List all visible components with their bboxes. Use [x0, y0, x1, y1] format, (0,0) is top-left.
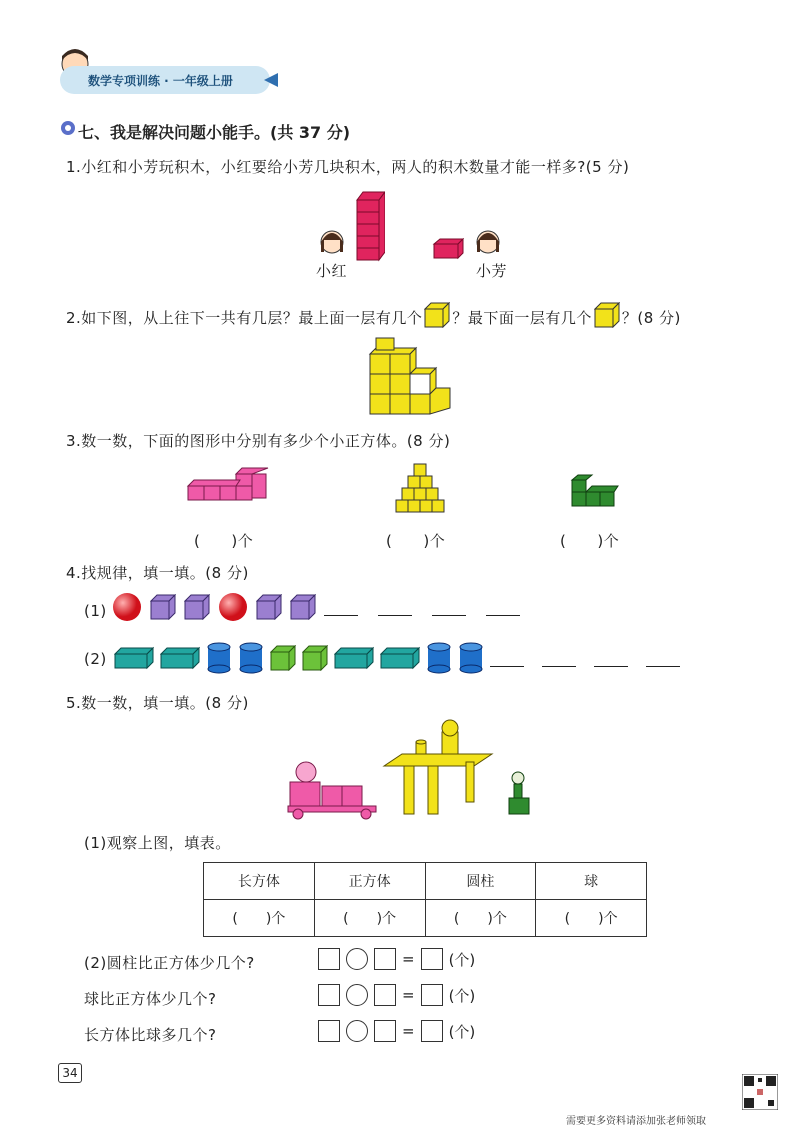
- purple-cube-icon: [150, 594, 176, 620]
- girl-xiaofang-icon: [474, 228, 502, 262]
- equation-row-1: [318, 948, 475, 970]
- green-cube-icon: [270, 645, 296, 671]
- blue-cylinder-icon: [426, 642, 452, 674]
- table-answer-ball[interactable]: ( )个: [536, 900, 647, 937]
- equation-row-2: [318, 984, 475, 1006]
- purple-cube-icon: [184, 594, 210, 620]
- blue-cylinder-icon: [206, 642, 232, 674]
- answer-blank[interactable]: [432, 599, 466, 616]
- table-header-ball: 球: [536, 863, 647, 900]
- green-cylinder-ball-figure: [506, 770, 532, 820]
- question-5-sub1: (1)观察上图，填表。: [84, 834, 231, 852]
- label-xiaofang: 小芳: [476, 262, 508, 280]
- operator-circle[interactable]: [346, 984, 368, 1006]
- blue-cylinder-icon: [238, 642, 264, 674]
- equals-sign: =: [402, 986, 415, 1004]
- green-cube-icon: [302, 645, 328, 671]
- question-5-sub2-q1: (2)圆柱比正方体少几个?: [84, 954, 255, 972]
- purple-cube-icon: [290, 594, 316, 620]
- teal-cuboid-icon: [334, 646, 374, 670]
- table-answer-cuboid[interactable]: ( )个: [204, 900, 315, 937]
- answer-count-3: ( )个: [560, 532, 620, 550]
- table-answer-cylinder[interactable]: ( )个: [425, 900, 536, 937]
- question-1-text: 1.小红和小芳玩积木，小红要给小芳几块积木，两人的积木数量才能一样多?(5 分): [66, 158, 630, 176]
- unit-label: (个): [448, 986, 476, 1005]
- answer-blank[interactable]: [378, 599, 412, 616]
- equation-box[interactable]: [374, 948, 396, 970]
- equation-row-3: [318, 1020, 475, 1042]
- table-header-cube: 正方体: [314, 863, 425, 900]
- green-cube-shape: [570, 474, 622, 514]
- pattern-row-2: [114, 642, 692, 674]
- pink-cube-shape: [186, 466, 270, 510]
- blue-cylinder-icon: [458, 642, 484, 674]
- yellow-table-figure: [382, 718, 494, 822]
- yellow-cube-icon: [594, 302, 620, 332]
- purple-cube-icon: [256, 594, 282, 620]
- question-5-text: 5.数一数，填一填。(8 分): [66, 694, 249, 712]
- header-title: 数学专项训练 · 一年级上册: [88, 74, 233, 88]
- red-single-block: [432, 238, 464, 264]
- question-5-sub2-q2: 球比正方体少几个?: [84, 990, 217, 1008]
- equals-sign: =: [402, 1022, 415, 1040]
- question-2-part-c: ？(8 分): [621, 308, 681, 327]
- table-header-cuboid: 长方体: [204, 863, 315, 900]
- answer-count-1: ( )个: [194, 532, 254, 550]
- answer-blank[interactable]: [486, 599, 520, 616]
- answer-blank[interactable]: [594, 650, 628, 667]
- yellow-cube-icon: [424, 302, 450, 332]
- section-title: 七、我是解决问题小能手。(共 37 分): [78, 123, 351, 142]
- unit-label: (个): [448, 1022, 476, 1041]
- answer-blank[interactable]: [542, 650, 576, 667]
- yellow-cube-staircase: [368, 336, 452, 422]
- red-ball-icon: [112, 592, 142, 622]
- result-box[interactable]: [421, 984, 443, 1006]
- answer-blank[interactable]: [646, 650, 680, 667]
- page-number: 34: [58, 1063, 82, 1083]
- answer-count-2: ( )个: [386, 532, 446, 550]
- table-answer-cube[interactable]: ( )个: [314, 900, 425, 937]
- question-2-text: [66, 302, 681, 332]
- question-3-text: 3.数一数，下面的图形中分别有多少个小正方体。(8 分): [66, 432, 451, 450]
- equation-box[interactable]: [374, 984, 396, 1006]
- equals-sign: =: [402, 950, 415, 968]
- question-4-text: 4.找规律，填一填。(8 分): [66, 564, 249, 582]
- teal-cuboid-icon: [114, 646, 154, 670]
- red-ball-icon: [218, 592, 248, 622]
- qr-code-icon: [742, 1074, 778, 1110]
- question-2-part-a: 2.如下图，从上往下一共有几层？最上面一层有几个: [66, 308, 423, 327]
- shape-count-table: [203, 862, 647, 937]
- operator-circle[interactable]: [346, 948, 368, 970]
- footer-note: 需要更多资料请添加张老师领取: [566, 1116, 706, 1127]
- equation-box[interactable]: [374, 1020, 396, 1042]
- table-header-cylinder: 圆柱: [425, 863, 536, 900]
- unit-label: (个): [448, 950, 476, 969]
- operator-circle[interactable]: [346, 1020, 368, 1042]
- pattern-row-1-label: (1): [84, 602, 107, 620]
- pattern-row-1: [112, 592, 532, 622]
- yellow-cube-pyramid: [392, 460, 452, 520]
- teal-cuboid-icon: [160, 646, 200, 670]
- equation-box[interactable]: [318, 948, 340, 970]
- answer-blank[interactable]: [324, 599, 358, 616]
- girl-xiaohong-icon: [318, 228, 346, 262]
- equation-box[interactable]: [318, 984, 340, 1006]
- equation-box[interactable]: [318, 1020, 340, 1042]
- question-2-part-b: ？最下面一层有几个: [452, 308, 592, 327]
- answer-blank[interactable]: [490, 650, 524, 667]
- result-box[interactable]: [421, 948, 443, 970]
- question-5-sub2-q3: 长方体比球多几个?: [84, 1026, 217, 1044]
- pink-train-figure: [284, 760, 380, 824]
- red-block-tower: [355, 188, 385, 268]
- teal-cuboid-icon: [380, 646, 420, 670]
- pencil-icon: [262, 70, 282, 94]
- pattern-row-2-label: (2): [84, 650, 107, 668]
- section-bullet-icon: [60, 120, 76, 140]
- result-box[interactable]: [421, 1020, 443, 1042]
- label-xiaohong: 小红: [316, 262, 348, 280]
